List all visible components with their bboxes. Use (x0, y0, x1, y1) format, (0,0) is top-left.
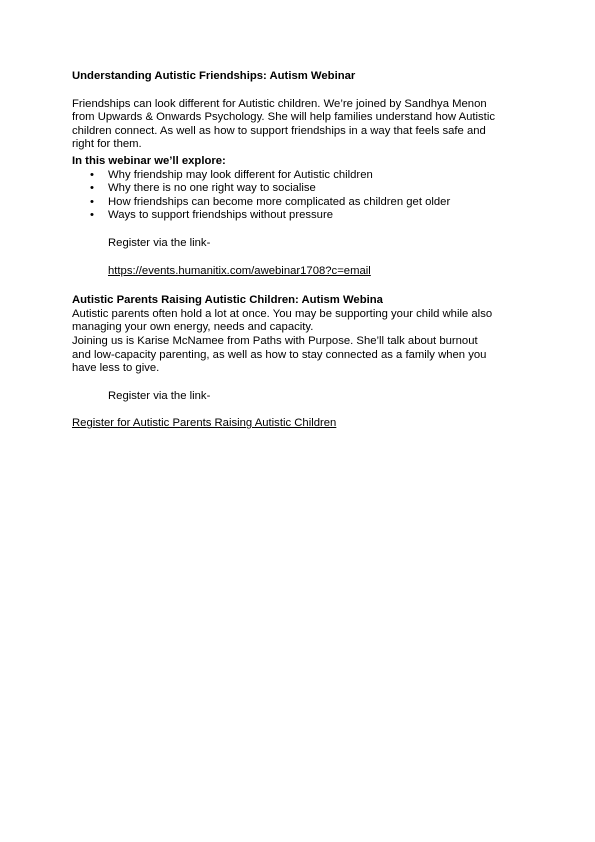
webinar-1-intro-line: from Upwards & Onwards Psychology. She will help families understand how Autistic (72, 111, 495, 124)
webinar-2-line: managing your own energy, needs and capacity. (72, 321, 314, 334)
webinar-2-register-link-line (72, 417, 532, 431)
explore-heading: In this webinar we’ll explore: (72, 154, 226, 167)
list-item-text: Why there is no one right way to socialise (108, 182, 316, 195)
bullet-icon: • (90, 209, 94, 222)
webinar-1-register-text: Register via the link- (108, 236, 211, 249)
webinar-2-line: and low-capacity parenting, as well as how to stay connected as a family when you (72, 348, 487, 361)
webinar-1-intro-line: children connect. As well as how to support friendships in a way that feels safe and (72, 124, 486, 137)
list-item (72, 182, 532, 196)
webinar-1-intro-line: right for them. (72, 138, 142, 151)
list-item (72, 209, 532, 223)
list-item (72, 169, 532, 183)
webinar-1-register-link[interactable]: https://events.humanitix.com/awebinar1708?c=email (108, 264, 371, 277)
webinar-2-line: have less to give. (72, 362, 160, 375)
explore-list (72, 169, 532, 223)
list-item-text: Ways to support friendships without pressure (108, 209, 333, 222)
list-item-text: How friendships can become more complicated as children get older (108, 195, 451, 208)
webinar-2-register-link[interactable]: Register for Autistic Parents Raising Autistic Children (72, 417, 337, 430)
webinar-1-title: Understanding Autistic Friendships: Autism Webinar (72, 70, 356, 82)
document-content (72, 70, 532, 431)
list-item-text: Why friendship may look different for Autistic children (108, 168, 373, 181)
webinar-2-line: Autistic parents often hold a lot at once. You may be supporting your child while also (72, 307, 493, 320)
webinar-2-register-text: Register via the link- (108, 389, 211, 402)
bullet-icon: • (90, 168, 94, 181)
bullet-icon: • (90, 182, 94, 195)
bullet-icon: • (90, 195, 94, 208)
webinar-1-register-link-line (72, 265, 532, 279)
list-item (72, 196, 532, 210)
webinar-2-title: Autistic Parents Raising Autistic Children: Autism Webina (72, 294, 383, 307)
webinar-1-intro-line: Friendships can look different for Autistic children. We’re joined by Sandhya Menon (72, 97, 487, 110)
webinar-2-line: Joining us is Karise McNamee from Paths with Purpose. She’ll talk about burnout (72, 334, 478, 347)
